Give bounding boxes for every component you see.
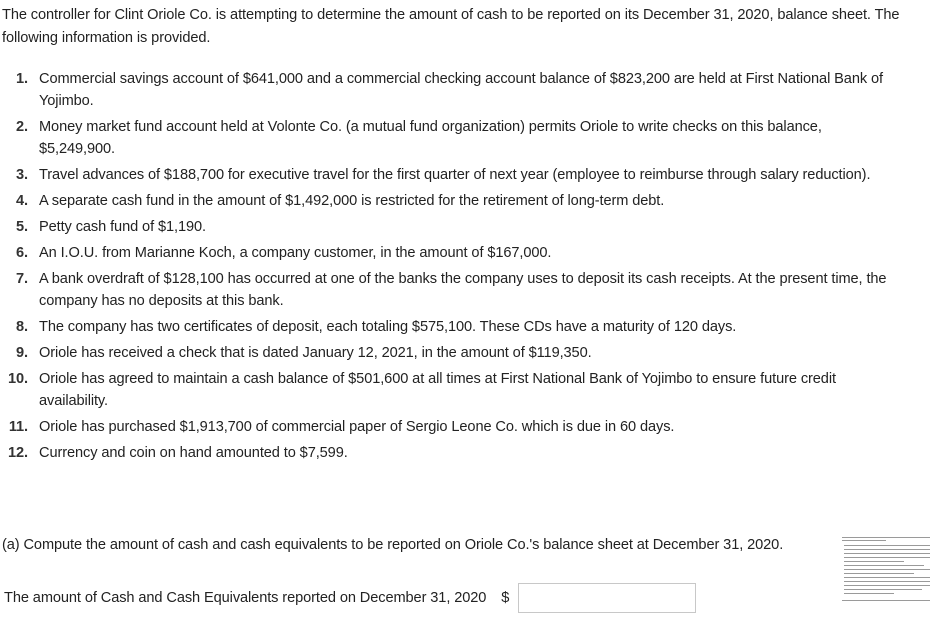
list-item [0, 342, 935, 364]
item-text: A bank overdraft of $128,100 has occurred at one of the banks the company uses to deposit its cash receipts. At the present time, the company has no deposits at this bank. [39, 271, 887, 309]
thumbnail-text-line [844, 565, 924, 566]
list-item [0, 116, 935, 160]
thumbnail-text-line [844, 581, 930, 582]
item-number: 12. [8, 445, 28, 461]
thumbnail-text-line [844, 557, 930, 558]
item-number: 1. [16, 71, 28, 87]
thumbnail-text-line [842, 537, 930, 538]
item-number: 9. [16, 345, 28, 361]
item-number: 4. [16, 193, 28, 209]
item-text: An I.O.U. from Marianne Koch, a company customer, in the amount of $167,000. [39, 245, 552, 261]
item-text: Commercial savings account of $641,000 and a commercial checking account balance of $823,200 are held at First National Bank of Yojimbo. [39, 71, 883, 109]
thumbnail-text-line [844, 589, 922, 590]
item-text: Petty cash fund of $1,190. [39, 219, 206, 235]
thumbnail-text-line [844, 553, 930, 554]
cash-equivalents-amount-input[interactable] [518, 583, 696, 613]
list-item [0, 190, 935, 212]
item-text: Oriole has agreed to maintain a cash balance of $501,600 at all times at First National Bank of Yojimbo to ensure future credit availability. [39, 371, 836, 409]
thumbnail-text-line [844, 577, 930, 578]
item-number: 5. [16, 219, 28, 235]
list-item [0, 416, 935, 438]
item-text: A separate cash fund in the amount of $1,492,000 is restricted for the retirement of long-term debt. [39, 193, 665, 209]
answer-label: The amount of Cash and Cash Equivalents reported on December 31, 2020 [4, 590, 487, 606]
item-number: 10. [8, 371, 28, 387]
item-number: 2. [16, 119, 28, 135]
information-list [0, 68, 935, 468]
list-item [0, 164, 935, 186]
problem-intro: The controller for Clint Oriole Co. is attempting to determine the amount of cash to be reported on its December 31, 2020, balance sheet. The following information is provided. [2, 7, 900, 46]
list-item [0, 216, 935, 238]
item-number: 11. [8, 419, 28, 435]
item-text: Money market fund account held at Volonte Co. (a mutual fund organization) permits Oriole to write checks on this balance, $5,249,900. [39, 119, 822, 157]
item-text: Travel advances of $188,700 for executive travel for the first quarter of next year (employee to reimburse through salary reduction). [39, 167, 871, 183]
thumbnail-text-line [844, 545, 930, 546]
item-text: The company has two certificates of deposit, each totaling $575,100. These CDs have a maturity of 120 days. [39, 319, 737, 335]
thumbnail-text-line [844, 585, 930, 586]
item-text: Currency and coin on hand amounted to $7,599. [39, 445, 348, 461]
list-item [0, 316, 935, 338]
question-prompt: (a) Compute the amount of cash and cash equivalents to be reported on Oriole Co.'s balance sheet at December 31, 2020. [2, 537, 784, 553]
thumbnail-text-line [844, 593, 894, 594]
thumbnail-text-line [844, 569, 930, 570]
item-number: 6. [16, 245, 28, 261]
list-item [0, 68, 935, 112]
item-number: 8. [16, 319, 28, 335]
currency-symbol: $ [501, 590, 510, 606]
list-item [0, 442, 935, 464]
item-text: Oriole has received a check that is dated January 12, 2021, in the amount of $119,350. [39, 345, 592, 361]
list-item [0, 242, 935, 264]
answer-row [4, 583, 696, 613]
item-number: 3. [16, 167, 28, 183]
thumbnail-text-line [844, 561, 904, 562]
thumbnail-text-line [844, 549, 930, 550]
item-number: 7. [16, 271, 28, 287]
thumbnail-text-line [842, 600, 930, 601]
problem-thumbnail-image [836, 531, 935, 605]
list-item [0, 268, 935, 312]
list-item [0, 368, 935, 412]
thumbnail-text-line [842, 540, 886, 541]
thumbnail-text-line [844, 573, 914, 574]
item-text: Oriole has purchased $1,913,700 of commercial paper of Sergio Leone Co. which is due in 60 days. [39, 419, 675, 435]
